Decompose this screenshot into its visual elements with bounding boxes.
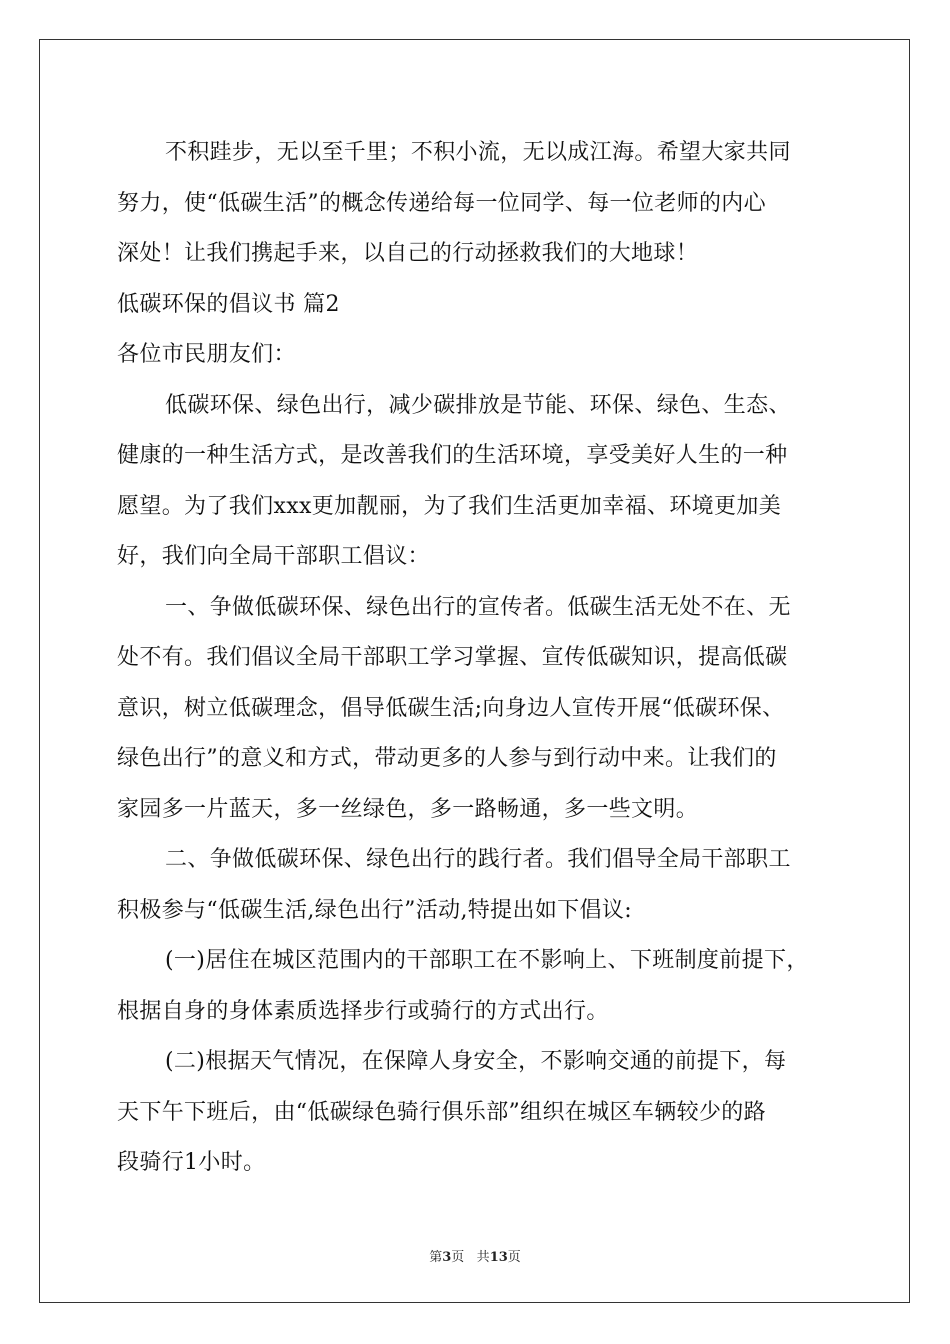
footer-current-page: 3 xyxy=(442,1250,452,1265)
text-line: 段骑行1小时。 xyxy=(117,1150,266,1175)
paragraph-sub-one xyxy=(117,936,847,1037)
text-line: 好，我们向全局干部职工倡议： xyxy=(117,544,430,569)
text-line: 健康的一种生活方式，是改善我们的生活环境，享受美好人生的一种 xyxy=(117,443,788,468)
section-heading xyxy=(117,280,847,331)
text-line: 二、争做低碳环保、绿色出行的践行者。我们倡导全局干部职工 xyxy=(165,847,791,872)
salutation xyxy=(117,330,847,381)
text-line: 天下午下班后，由“低碳绿色骑行俱乐部”组织在城区车辆较少的路 xyxy=(117,1099,766,1125)
text-line: 低碳环保、绿色出行，减少碳排放是节能、环保、绿色、生态、 xyxy=(165,392,791,418)
text-line: 不积跬步，无以至千里；不积小流，无以成江海。希望大家共同 xyxy=(165,140,791,165)
text-line: 根据自身的身体素质选择步行或骑行的方式出行。 xyxy=(117,998,609,1024)
paragraph-point-one xyxy=(117,583,847,836)
footer-page-suffix: 页 xyxy=(451,1250,465,1265)
text-line: 处不有。我们倡议全局干部职工学习掌握、宣传低碳知识，提高低碳 xyxy=(117,645,788,670)
text-line: 积极参与“低碳生活,绿色出行”活动,特提出如下倡议: xyxy=(117,897,632,923)
paragraph-conclusion xyxy=(117,128,847,280)
paragraph-point-two xyxy=(117,835,847,936)
text-line: 低碳环保的倡议书 篇2 xyxy=(117,291,340,317)
footer-total-prefix: 共 xyxy=(476,1250,490,1265)
text-line: (二)根据天气情况，在保障人身安全，不影响交通的前提下，每 xyxy=(165,1049,787,1074)
paragraph-intro xyxy=(117,381,847,583)
text-line: 绿色出行”的意义和方式，带动更多的人参与到行动中来。让我们的 xyxy=(117,746,777,771)
text-line: 家园多一片蓝天，多一丝绿色，多一路畅通，多一些文明。 xyxy=(117,796,699,822)
footer-total-pages: 13 xyxy=(489,1250,508,1265)
document-body xyxy=(117,128,847,1189)
footer-prefix: 第 xyxy=(429,1250,443,1265)
text-line: 意识，树立低碳理念，倡导低碳生活;向身边人宣传开展“低碳环保、 xyxy=(117,695,785,721)
text-line: 一、争做低碳环保、绿色出行的宣传者。低碳生活无处不在、无 xyxy=(165,594,791,620)
text-line: 愿望。为了我们xxx更加靓丽，为了我们生活更加幸福、环境更加美 xyxy=(117,493,782,519)
text-line: (一)居住在城区范围内的干部职工在不影响上、下班制度前提下， xyxy=(165,948,809,973)
text-line: 深处！让我们携起手来，以自己的行动拯救我们的大地球！ xyxy=(117,241,699,266)
paragraph-sub-two xyxy=(117,1037,847,1189)
text-line: 努力，使“低碳生活”的概念传递给每一位同学、每一位老师的内心 xyxy=(117,190,766,216)
page-footer xyxy=(0,1246,950,1265)
text-line: 各位市民朋友们： xyxy=(117,342,296,367)
footer-total-suffix: 页 xyxy=(507,1250,521,1265)
